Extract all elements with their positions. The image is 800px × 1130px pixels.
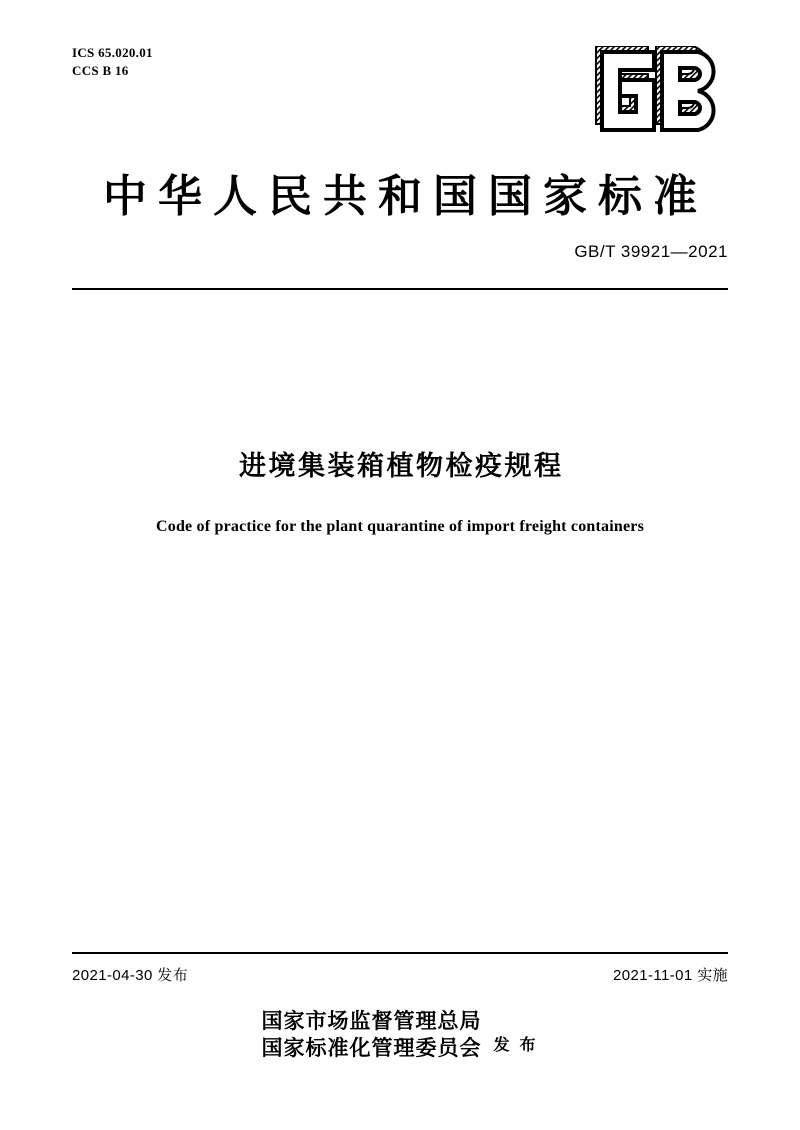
issuing-authority [0,1008,800,1062]
ics-code: ICS 65.020.01 [72,45,153,60]
document-title-english: Code of practice for the plant quarantine of import freight containers [155,518,644,535]
issuer-line-2: 国家标准化管理委员会 [261,1036,482,1060]
gb-emblem-icon [558,46,728,142]
issuer-names [261,1008,481,1062]
divider-bottom [72,952,728,954]
classification-codes [72,44,153,80]
document-title-chinese: 进境集装箱植物检疫规程 [239,451,564,481]
divider-top [72,288,728,290]
standard-number: GB/T 39921—2021 [574,242,728,261]
issue-date: 2021-04-30 发布 [72,967,189,984]
effective-date: 2021-11-01 实施 [613,967,728,984]
publish-label: 发 布 [493,1036,539,1054]
national-standard-heading: 中华人民共和国国家标准 [103,172,708,221]
ccs-code: CCS B 16 [72,63,129,78]
issuer-line-1: 国家市场监督管理总局 [261,1009,482,1033]
